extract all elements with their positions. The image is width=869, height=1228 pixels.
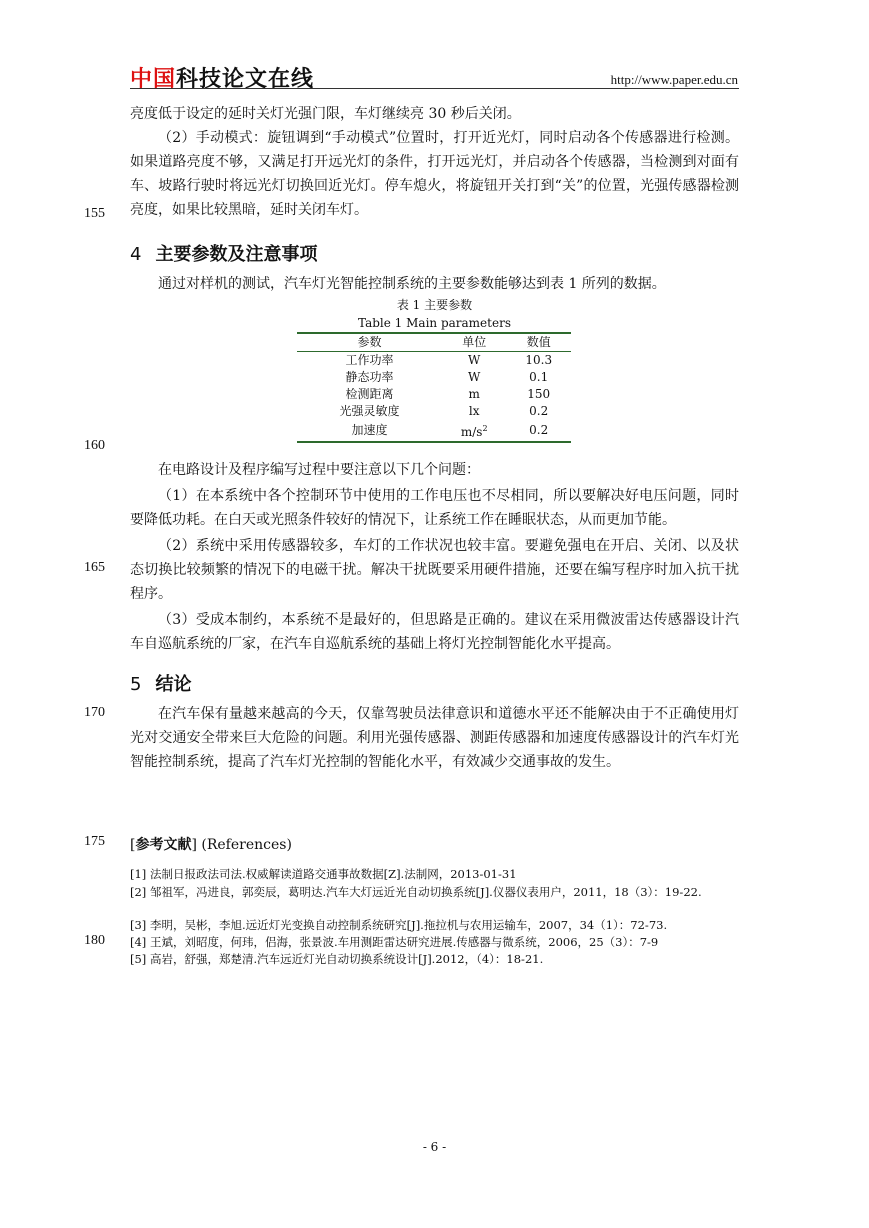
paragraph-7: （3）受成本制约，本系统不是最好的，但思路是正确的。建议在采用微波雷达传感器设计汽车自巡航系统的厂家，在汽车自巡航系统的基础上将灯光控制智能化水平提高。 <box>130 612 739 652</box>
table-cell: 150 <box>527 387 551 401</box>
table-caption-cn: 表 1 主要参数 <box>396 298 473 312</box>
table-cell: 静态功率 <box>345 370 394 384</box>
line-number: 180 <box>84 933 105 948</box>
reference-item: [5] 高岩，舒强，郑楚清.汽车远近灯光自动切换系统设计[J].2012，（4）：18-21. <box>130 952 544 966</box>
section-5-heading <box>130 670 191 696</box>
reference-item: [2] 邹祖军，冯进良，郭奕辰，葛明达.汽车大灯远近光自动切换系统[J].仪器仪表用户，2011，18（3）：19-22. <box>130 885 702 899</box>
header-rule <box>130 88 739 89</box>
unit-text: m/s <box>460 425 483 439</box>
table-row <box>297 386 571 403</box>
page-number: - 6 - <box>422 1140 447 1154</box>
table-cell: 0.2 <box>529 404 549 418</box>
reference-item: [1] 法制日报政法司法.权威解读道路交通事故数据[Z].法制网，2013-01-31 <box>130 867 517 881</box>
table-cell: 加速度 <box>351 423 388 437</box>
line-number: 160 <box>84 438 105 453</box>
table-row <box>297 369 571 386</box>
table-header-row <box>297 333 571 352</box>
logo-red-text: 中国 <box>130 67 177 92</box>
table-header-cell: 参数 <box>357 335 382 349</box>
table-row <box>297 420 571 442</box>
table-row <box>297 403 571 420</box>
paragraph-6: （2）系统中采用传感器较多，车灯的工作状况也较丰富。要避免强电在开启、关闭、以及状态切换比较频繁的情况下的电磁干扰。解决干扰既要采用硬件措施，还要在编写程序时加入抗干扰程序。 <box>130 538 739 602</box>
table-cell: W <box>468 370 481 384</box>
table-caption-en: Table 1 Main parameters <box>358 316 511 330</box>
ref-heading-en: ] (References) <box>191 837 292 853</box>
unit-superscript: 2 <box>482 424 488 433</box>
header-url[interactable]: http://www.paper.edu.cn <box>610 72 738 87</box>
section-number: 5 <box>130 674 142 695</box>
ref-heading-cn: 参考文献 <box>135 837 192 853</box>
table-header-cell: 数值 <box>526 335 551 349</box>
paragraph-3: 通过对样机的测试，汽车灯光智能控制系统的主要参数能够达到表 1 所列的数据。 <box>158 276 666 292</box>
logo-black-text: 科技论文在线 <box>176 67 315 92</box>
paragraph-5: （1）在本系统中各个控制环节中使用的工作电压也不尽相同，所以要解决好电压问题，同时要降低功耗。在白天或光照条件较好的情况下，让系统工作在睡眠状态，从而更加节能。 <box>130 488 739 528</box>
table-cell: lx <box>468 404 480 418</box>
section-title: 结论 <box>155 674 192 695</box>
table-cell: 工作功率 <box>345 353 394 367</box>
paragraph-4: 在电路设计及程序编写过程中要注意以下几个问题： <box>158 462 480 478</box>
line-number: 155 <box>84 206 105 221</box>
table-cell: W <box>468 353 481 367</box>
references-heading <box>130 834 292 854</box>
paragraph-1: 亮度低于设定的延时关灯光强门限，车灯继续亮 30 秒后关闭。 <box>130 106 521 122</box>
line-number: 165 <box>84 560 105 575</box>
section-4-heading <box>130 240 317 266</box>
parameters-table <box>297 332 571 443</box>
table-cell: 0.2 <box>529 423 549 437</box>
table-cell: 检测距离 <box>345 387 394 401</box>
line-number: 170 <box>84 705 105 720</box>
reference-item: [3] 李明，吴彬，李旭.远近灯光变换自动控制系统研究[J].拖拉机与农用运输车，2007，34（1）：72-73. <box>130 918 668 932</box>
paragraph-2: （2）手动模式：旋钮调到“手动模式”位置时，打开近光灯，同时启动各个传感器进行检测。如果道路亮度不够，又满足打开远光灯的条件，打开远光灯，并启动各个传感器，当检测到对面有车、坡路行驶时将远光灯切换回近光灯。停车熄火，将旋钮开关打到“关”的位置，光强传感器检测亮度，如果比较黑暗，延时关闭车灯。 <box>130 130 739 218</box>
section-title: 主要参数及注意事项 <box>155 244 318 265</box>
section-number: 4 <box>130 244 142 265</box>
table-cell: m <box>468 387 480 401</box>
table-row <box>297 352 571 370</box>
reference-item: [4] 王斌，刘昭度，何玮，侣海，张景波.车用测距雷达研究进展.传感器与微系统，2006，25（3）：7-9 <box>130 935 659 949</box>
table-header-cell: 单位 <box>462 335 487 349</box>
table-cell: 0.1 <box>529 370 549 384</box>
table-cell-unit <box>442 420 506 442</box>
table-cell: 10.3 <box>525 353 553 367</box>
line-number: 175 <box>84 834 105 849</box>
ref-bracket: [ <box>130 837 136 853</box>
table-cell: 光强灵敏度 <box>339 404 400 418</box>
paragraph-8: 在汽车保有量越来越高的今天，仅靠驾驶员法律意识和道德水平还不能解决由于不正确使用灯光对交通安全带来巨大危险的问题。利用光强传感器、测距传感器和加速度传感器设计的汽车灯光智能控制系统，提高了汽车灯光控制的智能化水平，有效减少交通事故的发生。 <box>130 706 739 770</box>
